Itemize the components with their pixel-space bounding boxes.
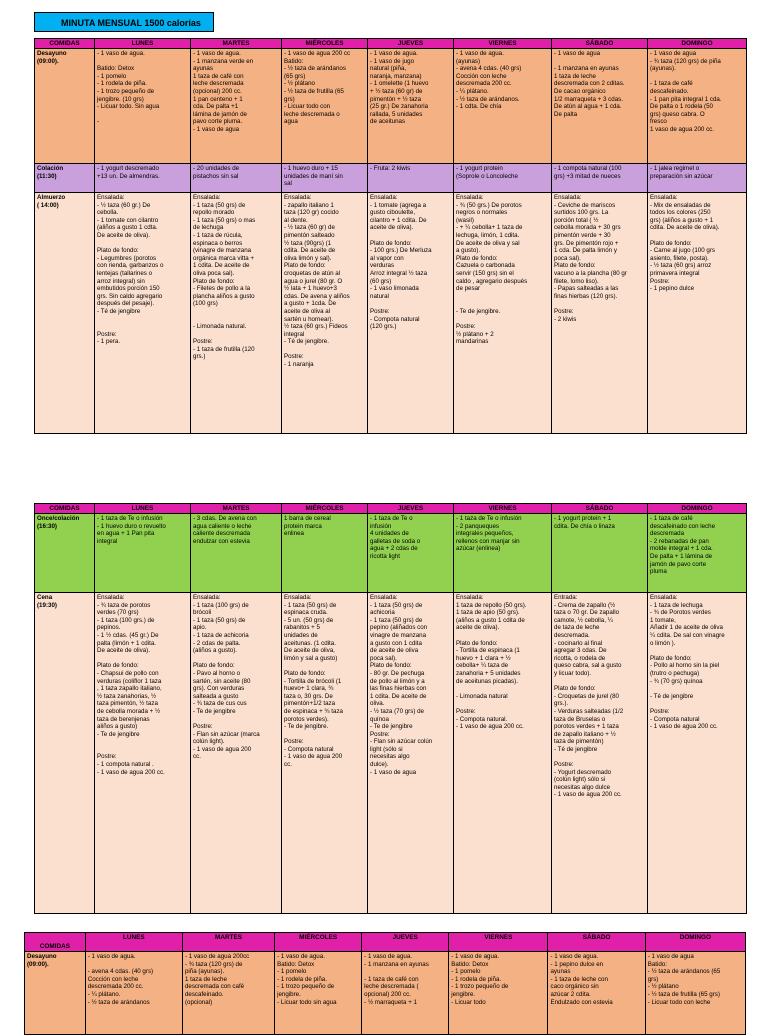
header-day-3: JUEVES xyxy=(368,504,454,514)
meal-row xyxy=(35,49,747,164)
meal-cell-6: - 1 taza de café descafeinado con leche descremada - 2 rebanadas de pan molde integral + 1 cda. De palta + 1 lámina de jamón de pavo corte pluma xyxy=(648,514,747,593)
meal-cell-3: - 1 vaso de agua. - 1 vaso de jugo natural (piña, naranja, manzana) - 1 omelette (1 huevo + ½ taza (60 gr) de pimentón + ½ taza (25 gr.) De zanahoria rallada, 5 unidades de aceitunas xyxy=(368,49,454,164)
meal-cell-0: - 1 yogurt descremado +13 un. De almendras. xyxy=(95,164,191,193)
header-day-2: MIÉRCOLES xyxy=(282,39,368,49)
meal-cell-0: Ensalada: - ¾ taza de porotos verdes (70 grs) - 1 taza (100 grs.) de pepinos. - 1 ½ cdas. (45 gr.) De palta (limón + 1 cdita. De aceite de oliva). Plato de fondo: - Chapsui de pollo con verduras (coliflor 1 taza , 1 taza zapallo italiano, ½ taza zanahorias, ½ taza pimentón, ½ taza de cebolla morada + ½ taza de berenjenas aliños a gusto) - Te de jengibre Postre: - 1 compota natural . - 1 vaso de agua 200 cc. xyxy=(95,593,191,914)
meal-cell-2: Ensalada: - 1 taza (50 grs) de espinaca cruda. - 5 un. (50 grs) de rabanitos + 5 unidades de aceitunas. (1 cdita. De aceite de oliva, limón y sal a gusto) Plato de fondo: - Tortilla de brócoli (1 huevo+ 1 clara, ¾ taza o, 30 grs. De pimentón+1/2 taza de espinaca + ¾ taza porotos verdes). - Te de jengibre. Postre: - Compota natural - 1 vaso de agua 200 cc. xyxy=(282,593,368,914)
meal-label: Desayuno (09:00). xyxy=(35,49,95,164)
document-title: MINUTA MENSUAL 1500 calorías xyxy=(34,12,214,32)
meal-label: Colación (11:30) xyxy=(35,164,95,193)
meal-cell-6: - 1 vaso de agua - ¾ taza (120 grs) de piña (ayunas). - 1 taza de café descafeinado. - 1 pan pita integral 1 cda. De palta o 1 rodela (50 grs) queso cabra. O fresco 1 vaso de agua 200 cc. xyxy=(648,49,747,164)
header-day-3: JUEVES xyxy=(362,933,449,952)
meal-cell-2: - 1 vaso de agua 200 cc Batido: - ½ taza de arándanos (65 grs) - ½ plátano - ½ taza de frutilla (65 grs) - Licuar todo con leche descremada o agua xyxy=(282,49,368,164)
header-comidas: COMIDAS xyxy=(35,39,95,49)
header-comidas: COMIDAS xyxy=(35,504,95,514)
menu-table-1 xyxy=(34,38,747,434)
header-day-4: VIERNES xyxy=(449,933,548,952)
header-day-5: SÁBADO xyxy=(552,39,648,49)
meal-cell-0: - 1 vaso de agua. - avena 4 cdas. (40 grs) Cocción con leche descremada 200 cc. - ¼ plátano. - ½ taza de arándanos xyxy=(85,952,182,1035)
meal-cell-2: Ensalada: - zapallo italiano 1 taza (120 gr) cocido al dente. - ½ taza (60 gr) de pimentón salteado ½ taza (90grs) (1 cdita. De aceite de oliva limón y sal). Plato de fondo: croquetas de atún al agua o jurel (80 gr. O ½ lata + 1 huevo+3 cdas. De avena y aliños a gusto + 1cda. De aceite de oliva al sartén u hornear). ½ taza (60 grs.) Fideos integral - Té de jengibre. Postre: - 1 naranja xyxy=(282,193,368,434)
header-day-0: LUNES xyxy=(95,39,191,49)
meal-cell-2: 1 barra de cereal protein marca enlinea xyxy=(282,514,368,593)
header-day-0: LUNES xyxy=(95,504,191,514)
meal-cell-3: - Fruta: 2 kiwis xyxy=(368,164,454,193)
meal-cell-0: - 1 taza de Te o infusión - 1 huevo duro o revuelto en agua + 1 Pan pita integral xyxy=(95,514,191,593)
meal-cell-6: Ensalada: - Mix de ensaladas de todos los colores (250 grs) (aliños a gusto + 1 cdita. De aceite de oliva). Plato de fondo: - Carne al jugo (100 grs asiento, filete, posta). - ½ taza (60 grs) arroz primavera integral Postre: - 1 pepino dulce xyxy=(648,193,747,434)
meal-cell-6: - 1 jalea regimel o preparación sin azúcar xyxy=(648,164,747,193)
header-day-6: DOMINGO xyxy=(645,933,745,952)
header-day-4: VIERNES xyxy=(454,504,552,514)
meal-cell-0: - 1 vaso de agua. Batido: Detox - 1 pomelo - 1 rodela de piña. - 1 trozo pequeño de jengibre. (10 grs) - Licuar todo. Sin agua - xyxy=(95,49,191,164)
meal-label: Cena (19:30) xyxy=(35,593,95,914)
meal-cell-5: - 1 yogurt protein + 1 cdita. De chía o linaza xyxy=(552,514,648,593)
meal-cell-3: - 1 vaso de agua. - 1 manzana en ayunas - 1 taza de café con leche descremada ( opcional) 200 cc. - ½ marraqueta + 1 xyxy=(362,952,449,1035)
header-day-5: SÁBADO xyxy=(548,933,645,952)
meal-cell-5: Ensalada: - Ceviche de mariscos surtidos 100 grs. La porción total ( ½ cebolla morada + 30 grs pimentón verde + 30 grs. De pimentón rojo + 1 cda. De palta limón y poca sal). Plato de fondo: vacuno a la plancha (80 gr filete, lomo liso). - Papas salteadas a las finas hierbas (120 grs). Postre: - 2 kiwis xyxy=(552,193,648,434)
meal-cell-2: - 1 vaso de agua. Batido: Detox - 1 pomelo - 1 rodela de piña. - 1 trozo pequeño de jengibre. - Licuar todo sin agua xyxy=(275,952,362,1035)
meal-cell-3: - 1 taza de Te o infusión 4 unidades de galletas de soda o agua + 2 cdas de ricotta light xyxy=(368,514,454,593)
meal-label: Almuerzo ( 14:00) xyxy=(35,193,95,434)
meal-cell-1: - 1 vaso de agua. - 1 manzana verde en ayunas 1 taza de café con leche descremada (opcional) 200 cc. 1 pan centeno + 1 cda. De palta +1 lámina de jamón de pavo corte pluma. - 1 vaso de agua xyxy=(191,49,282,164)
meal-cell-1: Ensalada: - 1 taza (100 grs) de brócoli - 1 taza (50 grs) de apio. - 1 taza de achicoria - 2 cdas de palta. (aliños a gusto). Plato de fondo: - Pavo al horno o sartén, sin aceite (80 grs). Con verduras salteada a gusto - ¾ taza de cus cus - Te de jengibre Postre: - Flan sin azúcar (marca colún light). - 1 vaso de agua 200 cc. xyxy=(191,593,282,914)
meal-cell-4: - 1 yogurt protein (Soprole o Loncoleche xyxy=(454,164,552,193)
header-day-1: MARTES xyxy=(191,504,282,514)
meal-cell-1: - 20 unidades de pistachos sin sal xyxy=(191,164,282,193)
meal-cell-3: Ensalada: - 1 taza (50 grs) de achicoria - 1 taza (50 grs) de pepino (aliñados con vinagre de manzana a gusto con 1 cdita de aceite de oliva poca sal). Plato de fondo: - 80 gr. De pechuga de pollo al limón y a las finas hierbas con 1 cdita. De aceite de oliva. - ½ taza (70 grs) de quínoa - Te de jengibre Postre: - Flan sin azúcar colún light (sólo si necesitas algo dulce). - 1 vaso de agua xyxy=(368,593,454,914)
menu-table-3 xyxy=(24,932,746,1035)
meal-cell-5: Entrada: - Crema de zapallo (½ taza o 70 gr. De zapallo camote, ½ cebolla, ¼ de taza de leche descremada. - cocinarlo al final agregar 3 cdas. De ricotta, o rodela de queso cabra, sal a gusto y licuar todo). Plato de fondo: - Croquetas de jurel (80 grs.). - Verduras salteadas (1/2 taza de Bruselas o porotos verdes + 1 taza de zapallo italiano + ½ taza de pimentón) - Té de jengibre Postre: - Yogurt descremado (colún light) sólo si necesitas algo dulce - 1 vaso de agua 200 cc. xyxy=(552,593,648,914)
meal-cell-5: - 1 vaso de agua. - 1 pepino dulce en ayunas - 1 taza de leche con caco orgánico sin azúcar 2 cdita. Endulzado con estevia xyxy=(548,952,645,1035)
meal-cell-1: Ensalada: - 1 taza (50 grs) de repollo morado - 1 taza (50 grs) o mas de lechuga - 1 taza de rúcula, espinaca o berros (vinagre de manzana orgánica marca vitta + 1 cdita. De aceite de oliva poca sal). Plato de fondo: - Filetes de pollo a la plancha aliños a gusto (100 grs) - Limonada natural. Postre: - 1 taza de frutilla (120 grs.) xyxy=(191,193,282,434)
header-day-5: SÁBADO xyxy=(552,504,648,514)
header-day-6: DOMINGO xyxy=(648,39,747,49)
header-day-2: MIÉRCOLES xyxy=(275,933,362,952)
header-day-1: MARTES xyxy=(191,39,282,49)
meal-label: Desayuno (09:00). xyxy=(25,952,86,1035)
meal-cell-4: - 1 vaso de agua. Batido: Detox - 1 pomelo - 1 rodela de piña. - 1 trozo pequeño de jengibre. - Licuar todo xyxy=(449,952,548,1035)
meal-cell-4: Ensalada: 1 taza de repollo (50 grs). 1 taza de apio (50 grs). (aliños a gusto 1 cdita de aceite de oliva). Plato de fondo: - Tortilla de espinaca (1 huevo + 1 clara + ½ cebolla+ ¼ taza de zanahoria + 5 unidades de aceitunas picadas). - Limonada natural Postre: - Compota natural. - 1 vaso de agua 200 cc. xyxy=(454,593,552,914)
header-day-6: DOMINGO xyxy=(648,504,747,514)
meal-cell-4: - 1 taza de Te o infusión - 2 panqueques integrales pequeños, rellenos con manjar sin azúcar (enlinea) xyxy=(454,514,552,593)
meal-cell-6: Ensalada: - 1 taza de lechuga - ¾ de Porotos verdes 1 tomate, Añadir 1 de aceite de oliva ¼ cdita. De sal con vinagre o limón ). Plato de fondo: - Pollo al horno sin la piel (trutro o pechuga) - ¾ (70 grs) quínoa - Té de jengibre Postre: - Compota natural - 1 vaso de agua 200 cc. xyxy=(648,593,747,914)
meal-cell-4: - 1 vaso de agua. (ayunas) - avena 4 cdas. (40 grs) Cocción con leche descremada 200 cc. - ¼ plátano. - ½ taza de arándanos. - 1 cdta. De chía xyxy=(454,49,552,164)
meal-row xyxy=(35,593,747,914)
header-day-1: MARTES xyxy=(182,933,274,952)
meal-cell-5: - 1 vaso de agua - 1 manzana en ayunas 1 taza de leche descremada con 2 cditas. De cacao orgánico 1/2 marraqueta + 3 cdas. De atún al agua + 1 cda. De palta xyxy=(552,49,648,164)
meal-cell-2: - 1 huevo duro + 15 unidades de maní sin sal xyxy=(282,164,368,193)
meal-cell-0: Ensalada: - ½ taza (60 gr.) De cebolla. - 1 tomate con cilantro (aliños a gusto 1 cdta. De aceite de oliva). Plato de fondo: - Legumbres (porotos con rienda, garbanzos o lentejas (tallarines o arroz integral) sin embutidos porción 150 grs. Sin caldo agregario después del pesaje). - Té de jengibre Postre: - 1 pera. xyxy=(95,193,191,434)
meal-row xyxy=(25,952,746,1035)
meal-cell-5: - 1 compota natural (100 grs) +3 mitad de nueces xyxy=(552,164,648,193)
header-day-4: VIERNES xyxy=(454,39,552,49)
meal-cell-1: - 1 vaso de agua 200cc - ¾ taza (120 grs) de piña (ayunas). 1 taza de leche descremada con café descafeinado. (opcional) xyxy=(182,952,274,1035)
menu-table-2 xyxy=(34,503,747,914)
header-comidas: COMIDAS xyxy=(25,933,86,952)
meal-row xyxy=(35,193,747,434)
meal-cell-1: - 3 cdas. De avena con agua caliente o leche caliente descremada endulzar con estevia xyxy=(191,514,282,593)
meal-cell-4: Ensalada: - ¾ (50 grs.) De porotos negros o normales (wasil) - + ¼ cebolla+ 1 taza de lechuga, limón, 1 cdita. De aceite de oliva y sal a gusto). Plato de fondo: Cazuela o carbonada servir (150 grs) sin el caldo , agregario después de pesar - Te de jengibre. Postre: ½ plátano + 2 mandarinas xyxy=(454,193,552,434)
header-day-2: MIÉRCOLES xyxy=(282,504,368,514)
meal-row xyxy=(35,514,747,593)
header-day-3: JUEVES xyxy=(368,39,454,49)
meal-cell-3: Ensalada: - 1 tomate (agrega a gusto ciboulette, cilantro + 1 cdita. De aceite de oliva). Plato de fondo: - 100 grs.) De Merluza al vapor con verduras Arroz integral ½ taza (60 grs) - 1 vaso limonada natural Postre: - Compota natural (120 grs.) xyxy=(368,193,454,434)
meal-row xyxy=(35,164,747,193)
header-day-0: LUNES xyxy=(85,933,182,952)
meal-label: Once/colación (16:30) xyxy=(35,514,95,593)
meal-cell-6: - 1 vaso de agua Batido: - ½ taza de arándanos (65 grs) - ½ plátano - ½ taza de frutilla (65 grs) - Licuar todo con leche xyxy=(645,952,745,1035)
